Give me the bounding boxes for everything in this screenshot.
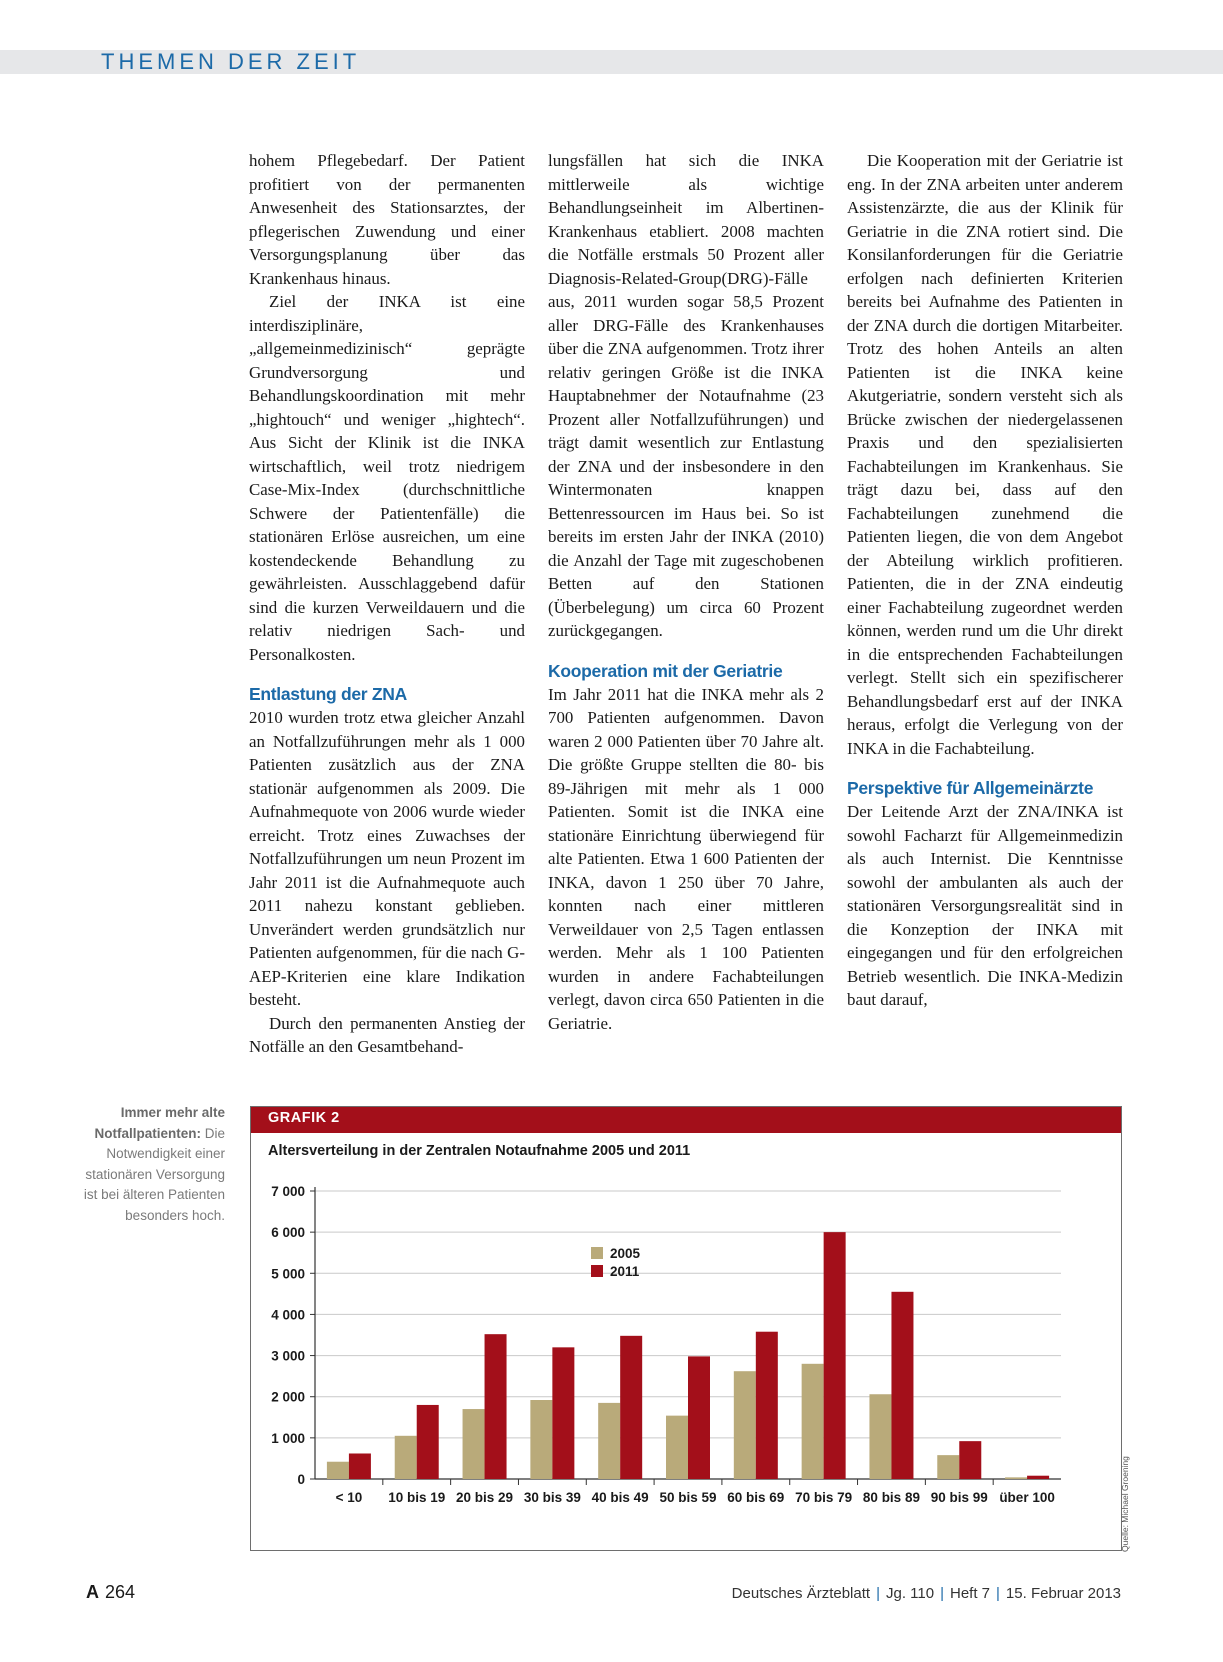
journal-info: Deutsches Ärzteblatt | Jg. 110 | Heft 7 | 15. Februar 2013 bbox=[731, 1585, 1121, 1602]
bar-2011 bbox=[824, 1232, 846, 1479]
legend-label: 2005 bbox=[610, 1246, 641, 1261]
y-tick-label: 4 000 bbox=[271, 1307, 305, 1323]
legend-swatch-2011 bbox=[591, 1265, 603, 1277]
x-tick-label: 50 bis 59 bbox=[659, 1490, 717, 1505]
paragraph: Ziel der INKA ist eine interdisziplinäre, „allgemeinmedizinisch“ geprägte Grundversorgung und Behandlungskoordination mit mehr „hightouch“ und weniger „hightech“. Aus Sicht der Klinik ist die INKA wirtschaftlich, weil trotz niedrigem Case-Mix-Index (durchschnittliche Schwere der Patientenfälle) die stationären Erlöse ausreichen, um eine kostendeckende Behandlung zu gewährleisten. Ausschlaggebend dafür sind die kurzen Verweildauern und die relativ niedrigen Sach- und Personalkosten. bbox=[249, 292, 525, 664]
bar-2011 bbox=[688, 1356, 710, 1479]
chart-figure bbox=[250, 1106, 1122, 1551]
x-tick-label: < 10 bbox=[335, 1490, 363, 1505]
y-tick-label: 2 000 bbox=[271, 1389, 305, 1405]
page-number-value: 264 bbox=[105, 1582, 136, 1602]
bar-2011 bbox=[620, 1336, 642, 1479]
y-tick-label: 5 000 bbox=[271, 1266, 305, 1282]
paragraph: Durch den permanenten Anstieg der Notfälle an den Gesamtbehand- bbox=[249, 1013, 525, 1056]
bar-2005 bbox=[734, 1371, 756, 1479]
journal-name: Deutsches Ärzteblatt bbox=[731, 1585, 871, 1602]
bar-2005 bbox=[937, 1455, 959, 1479]
journal-date: 15. Februar 2013 bbox=[1005, 1585, 1121, 1602]
x-tick-label: über 100 bbox=[999, 1490, 1055, 1505]
bar-2011 bbox=[485, 1334, 507, 1479]
caption-lead: Immer mehr alte Notfallpatienten: bbox=[94, 1105, 225, 1141]
chart-title: Altersverteilung in der Zentralen Notaufnahme 2005 und 2011 bbox=[268, 1143, 691, 1159]
paragraph: Der Leitende Arzt der ZNA/INKA ist sowohl Facharzt für Allgemeinmedizin als auch Internist. Die Kenntnisse sowohl der ambulanten als auch der stationären Versorgungsrealität sind in die Konzeption der INKA mit eingegangen und für den erfolgreichen Betrieb wesentlich. Die INKA-Medizin baut darauf, bbox=[847, 802, 1123, 1009]
legend-label: 2011 bbox=[610, 1264, 640, 1279]
section-title: THEMEN DER ZEIT bbox=[101, 49, 361, 74]
page-letter: A bbox=[86, 1582, 99, 1602]
x-tick-label: 90 bis 99 bbox=[930, 1490, 988, 1505]
bar-2005 bbox=[530, 1400, 552, 1479]
source-text: Quelle: Michael Groening bbox=[1120, 1456, 1130, 1552]
y-tick-label: 1 000 bbox=[271, 1430, 305, 1446]
bar-2005 bbox=[598, 1403, 620, 1479]
bar-2011 bbox=[552, 1347, 574, 1479]
y-tick-label: 7 000 bbox=[271, 1184, 305, 1199]
y-tick-label: 6 000 bbox=[271, 1225, 305, 1241]
text-column-3 bbox=[847, 149, 1123, 1012]
y-tick-label: 0 bbox=[297, 1472, 305, 1487]
source-credit bbox=[1120, 1456, 1132, 1662]
figure-caption bbox=[70, 1103, 225, 1226]
bar-2005 bbox=[1005, 1477, 1027, 1479]
x-tick-label: 80 bis 89 bbox=[862, 1490, 920, 1505]
x-tick-label: 60 bis 69 bbox=[727, 1490, 785, 1505]
bar-chart bbox=[251, 1107, 1120, 1549]
legend-swatch-2005 bbox=[591, 1247, 603, 1259]
bar-2005 bbox=[463, 1409, 485, 1479]
bar-2011 bbox=[349, 1453, 371, 1479]
bar-2011 bbox=[959, 1441, 981, 1479]
bar-2005 bbox=[869, 1394, 891, 1479]
bar-2011 bbox=[756, 1332, 778, 1479]
chart-label: GRAFIK 2 bbox=[268, 1110, 340, 1126]
paragraph: Im Jahr 2011 hat die INKA mehr als 2 700 Patienten aufgenommen. Davon waren 2 000 Patienten über 70 Jahre alt. Die größte Gruppe stellten die 80- bis 89-Jährigen mit mehr als 1 000 Patienten. Somit ist die INKA eine stationäre Einrichtung überwiegend für alte Patienten. Etwa 1 600 Patienten der INKA, davon 1 250 über 70 Jahre, konnten nach einer mittleren Verweildauer von 2,5 Tagen entlassen werden. Mehr als 1 100 Patienten wurden in andere Fachabteilungen verlegt, davon circa 650 Patienten in die Geriatrie. bbox=[548, 684, 824, 1033]
caption-text: Die Notwendigkeit einer stationären Versorgung ist bei älteren Patienten besonders hoch. bbox=[83, 1125, 225, 1223]
x-tick-label: 10 bis 19 bbox=[388, 1490, 446, 1505]
paragraph: lungsfällen hat sich die INKA mittlerweile als wichtige Behandlungseinheit im Albertinen-Krankenhaus etabliert. 2008 machten die Notfälle erstmals 50 Prozent aller Diagnosis-Related-Group(DRG)-Fälle aus, 2011 wurden sogar 58,5 Prozent aller DRG-Fälle des Krankenhauses über die ZNA aufgenommen. Trotz ihrer relativ geringen Größe ist die INKA Hauptabnehmer der Notaufnahme (23 Prozent aller Notfallzuführungen) und trägt damit wesentlich zur Entlastung der ZNA und der insbesondere in den Wintermonaten knappen Bettenressourcen im Haus bei. So ist bereits im ersten Jahr der INKA (2010) die Anzahl der Tage mit zugeschobenen Betten auf den Stationen (Überbelegung) um circa 60 Prozent zurückgegangen. bbox=[548, 151, 824, 640]
text-column-1 bbox=[249, 149, 525, 1059]
bar-2005 bbox=[802, 1364, 824, 1479]
bar-2005 bbox=[666, 1416, 688, 1479]
bar-2005 bbox=[395, 1436, 417, 1479]
x-tick-label: 30 bis 39 bbox=[523, 1490, 581, 1505]
journal-issue: Heft 7 bbox=[949, 1585, 991, 1602]
page-number bbox=[86, 1582, 135, 1603]
section-heading: Entlastung der ZNA bbox=[249, 684, 407, 704]
bar-2005 bbox=[327, 1462, 349, 1479]
text-column-2 bbox=[548, 149, 824, 1035]
paragraph: hohem Pflegebedarf. Der Patient profitiert von der permanenten Anwesenheit des Stationsarztes, der pflegerischen Zuwendung und einer Versorgungsplanung über das Krankenhaus hinaus. bbox=[249, 151, 525, 288]
paragraph: 2010 wurden trotz etwa gleicher Anzahl an Notfallzuführungen mehr als 1 000 Patienten zusätzlich aus der ZNA stationär aufgenommen als 2009. Die Aufnahmequote von 2006 wurde wieder erreicht. Trotz eines Zuwachses der Notfallzuführungen um neun Prozent im Jahr 2011 ist die Aufnahmequote auch 2011 nahezu konstant geblieben. Unverändert werden grundsätzlich nur Patienten aufgenommen, für die nach G-AEP-Kriterien eine klare Indikation besteht. bbox=[249, 708, 525, 1009]
bar-2011 bbox=[417, 1405, 439, 1479]
x-tick-label: 40 bis 49 bbox=[591, 1490, 649, 1505]
y-tick-label: 3 000 bbox=[271, 1348, 305, 1364]
paragraph: Die Kooperation mit der Geriatrie ist eng. In der ZNA arbeiten unter anderem Assistenzärzte, die aus der Klinik für Geriatrie in die ZNA rotiert sind. Die Konsilanforderungen für die Geriatrie erfolgen nach definierten Kriterien bereits bei Aufnahme des Patienten in der ZNA durch die dortigen Mitarbeiter. Trotz des hohen Anteils an alten Patienten ist die INKA keine Akutgeriatrie, sondern versteht sich als Brücke zwischen der niedergelassenen Praxis und den spezialisierten Fachabteilungen im Krankenhaus. Sie trägt dazu bei, dass auf den Fachabteilungen zunehmend die Patienten liegen, die von dem Angebot der Abteilung wirklich profitieren. Patienten, die in der ZNA eindeutig einer Fachabteilung zugeordnet werden können, werden rund um die Uhr direkt in die entsprechenden Fachabteilungen verlegt. Stellt sich ein spezifischerer Behandlungsbedarf erst auf der INKA heraus, erfolgt die Verlegung von der INKA in die Fachabteilung. bbox=[847, 151, 1123, 758]
x-tick-label: 70 bis 79 bbox=[795, 1490, 853, 1505]
journal-volume: Jg. 110 bbox=[885, 1585, 935, 1602]
x-tick-label: 20 bis 29 bbox=[456, 1490, 514, 1505]
bar-2011 bbox=[891, 1292, 913, 1479]
section-heading: Kooperation mit der Geriatrie bbox=[548, 660, 783, 681]
section-heading: Perspektive für Allgemeinärzte bbox=[847, 778, 1094, 798]
bar-2011 bbox=[1027, 1476, 1049, 1479]
